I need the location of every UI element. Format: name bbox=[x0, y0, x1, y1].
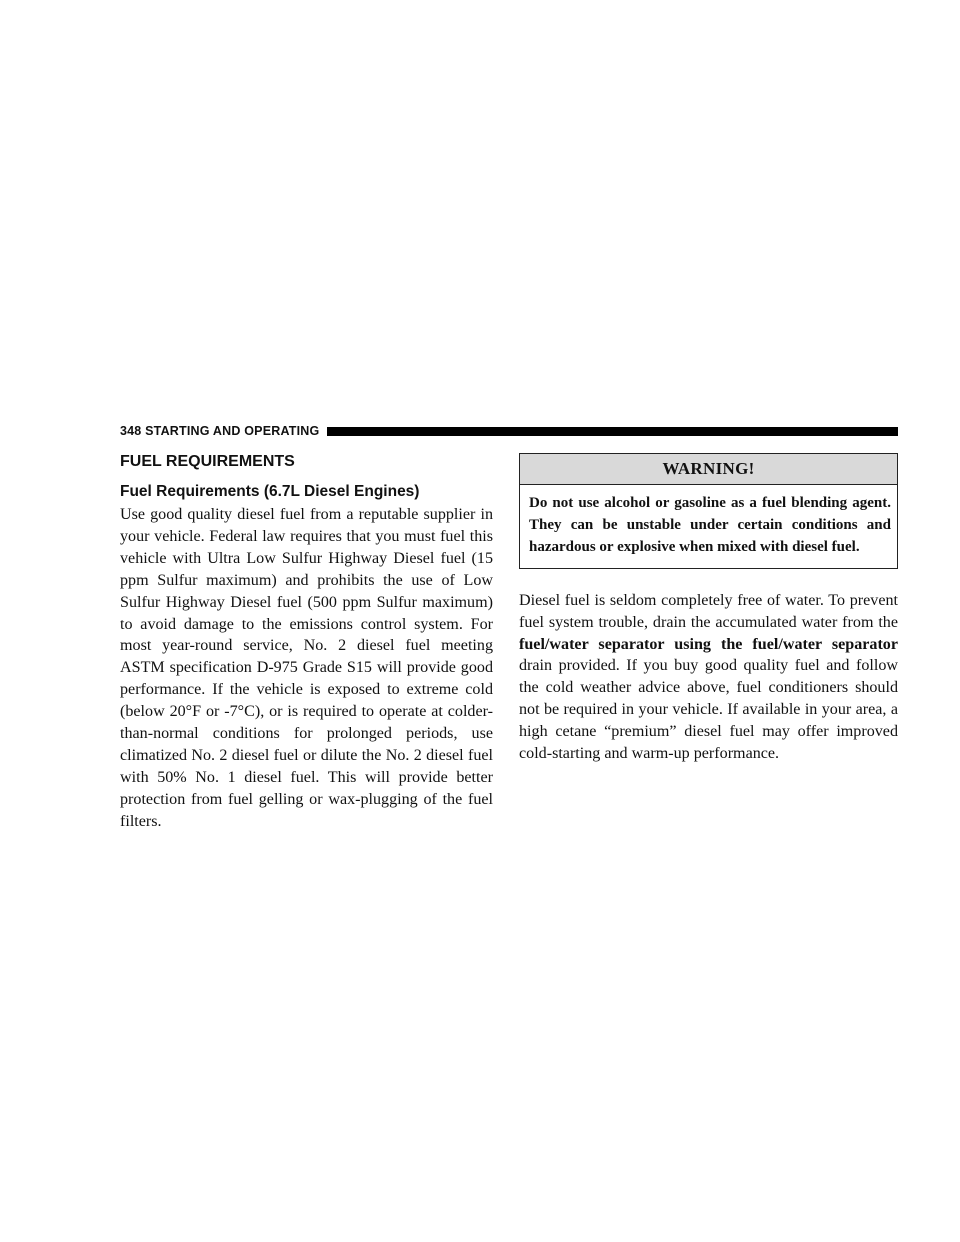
header-rule bbox=[327, 427, 898, 436]
paragraph-text-start: Diesel fuel is seldom completely free of water. To prevent fuel system trouble, drain the accumulated water from the bbox=[519, 591, 898, 631]
right-column bbox=[519, 453, 898, 765]
section-title: FUEL REQUIREMENTS bbox=[120, 453, 295, 470]
warning-title: WARNING! bbox=[520, 454, 897, 485]
warning-text: Do not use alcohol or gasoline as a fuel blending agent. They can be unstable under certain conditions and hazardous or explosive when mixed with diesel fuel. bbox=[529, 495, 891, 555]
warning-box bbox=[519, 453, 898, 569]
subsection-title: Fuel Requirements (6.7L Diesel Engines) bbox=[120, 483, 420, 500]
fuel-requirements-paragraph: Use good quality diesel fuel from a reputable supplier in your vehicle. Federal law requires that you must fuel this vehicle with Ultra Low Sulfur Highway Diesel fuel (15 ppm Sulfur maximum) and prohibits the use of Low Sulfur Highway Diesel fuel (500 ppm Sulfur maximum) to avoid damage to the emissions control system. For most year-round service, No. 2 diesel fuel meeting ASTM specification D-975 Grade S15 will provide good performance. If the vehicle is exposed to extreme cold (below 20°F or -7°C), or is required to operate at colder-than-normal conditions for prolonged periods, use climatized No. 2 diesel fuel or dilute the No. 2 diesel fuel with 50% No. 1 diesel fuel. This will provide better protection from fuel gelling or wax-plugging of the fuel filters. bbox=[120, 506, 493, 830]
left-column bbox=[120, 450, 493, 833]
page-number-section-label: 348 STARTING AND OPERATING bbox=[120, 424, 320, 438]
page-header bbox=[120, 423, 898, 439]
paragraph-bold-text: fuel/water separator using the fuel/water separator bbox=[519, 635, 898, 653]
water-separator-paragraph bbox=[519, 590, 898, 765]
paragraph-text-end: drain provided. If you buy good quality fuel and follow the cold weather advice above, fuel conditioners should not be required in your vehicle. If available in your area, a high cetane “premium” diesel fuel may offer improved cold-starting and warm-up performance. bbox=[519, 657, 898, 763]
